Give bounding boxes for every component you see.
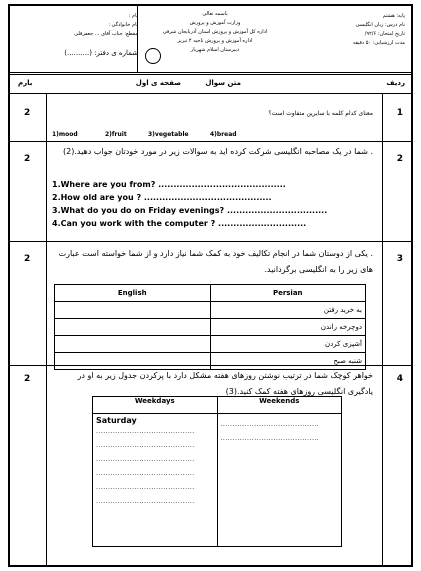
question-text: معنای کدام کلمه با سایرین متفاوت است؟ [268,110,373,117]
question-score: 2 [24,108,31,118]
english-header: English [55,285,211,302]
answer-line-4: 4.Can you work with the computer ? ............................. [52,219,307,228]
blank-lines: ......................................... ......................................... [220,421,320,442]
exam-header [10,6,411,73]
question-2 [10,142,411,242]
grade-label: پایه: هشتم [382,13,405,19]
answer-line-3: 3.What do you do on Friday evenings? ................................. [52,206,328,215]
persian-cell: دوچرخه راندن [210,319,366,336]
english-answer-cell[interactable] [55,336,211,353]
school-info [150,10,280,55]
question-score: 2 [24,374,31,384]
question-text: خواهر کوچک شما در ترتیب نوشتن روزهای هفته مشکل دارد با پرکردن جدول زیر به او در یادگیری انگلیسی روزهای هفته کمک کنید.(3) [77,371,373,396]
question-1 [10,94,411,142]
translation-table [54,284,366,370]
option-4: 4)bread [210,131,237,138]
district-text: اداره آموزش و پرورش ناحیه ۴ تبریز [177,38,253,44]
notebook-number: شماره ی دفتر: (..........) [64,49,138,57]
student-family-label: نام خانوادگی : [108,22,138,28]
question-text-header: متن سوال [205,79,241,87]
weekends-header: Weekends [217,397,342,414]
score-header: بارم [18,79,33,87]
ministry-text: وزارت آموزش و پرورش [189,20,241,26]
basmala-text: باسمه تعالی [202,11,228,17]
persian-cell: شنبه صبح [210,353,366,370]
english-answer-cell[interactable] [55,302,211,319]
persian-cell: آشپزی کردن [210,336,366,353]
student-info [18,12,138,58]
question-text: . شما در یک مصاحبه انگلیسی شرکت کرده اید به سوالات زیر در مورد خودتان جواب دهید.(2) [63,147,373,156]
weekends-answer-cell[interactable] [217,414,342,547]
question-score: 2 [24,154,31,164]
option-1: 1)mood [52,131,78,138]
teacher-label: مقطع: جناب آقای ... جعفرقلی [74,31,138,37]
radif-header: ردیف [386,79,405,87]
province-text: اداره کل آموزش و پرورش استان آذربایجان شرقی [162,29,268,35]
exam-info [353,12,405,48]
school-logo-icon [145,48,161,64]
persian-cell: به خرید رفتن [210,302,366,319]
blank-lines: ......................................... ......................................... ......................................... ......................................... ......................................... ......................................... [96,428,195,505]
answer-line-2: 2.How old are you ? .......................................... [52,193,272,202]
student-name-label: نام : [128,13,138,19]
duration-label: مدت ارزشیابی: ۵۰ دقیقه [352,40,405,46]
answer-line-1: 1.Where are you from? .......................................... [52,180,286,189]
option-3: 3)vegetable [148,131,189,138]
date-label: تاریخ امتحان: ۹۲/۶/ [364,31,405,37]
persian-header: Persian [210,285,366,302]
question-3 [10,242,411,366]
question-4 [10,366,411,567]
weekdays-header: Weekdays [93,397,218,414]
subject-label: نام درس: زبان انگلیسی [355,22,405,28]
option-2: 2)fruit [105,131,127,138]
english-answer-cell[interactable] [55,319,211,336]
question-number: 3 [396,254,403,264]
question-score: 2 [24,254,31,264]
weekdays-answer-cell[interactable] [93,414,218,547]
column-header-bar [10,74,411,94]
question-number: 2 [396,154,403,164]
exam-page [8,4,413,567]
page-label: صفحه ی اول [135,79,181,87]
question-number: 4 [396,374,403,384]
question-text: . یکی از دوستان شما در انجام تکالیف خود به کمک شما نیاز دارد و از شما خواسته است عبارت های زیر را به انگلیسی برگردانید. [58,249,373,274]
first-weekday: Saturday [96,416,137,425]
school-name: دبیرستان اسلام شهریار [190,47,240,53]
question-number: 1 [396,108,403,118]
weekdays-table [92,396,342,547]
